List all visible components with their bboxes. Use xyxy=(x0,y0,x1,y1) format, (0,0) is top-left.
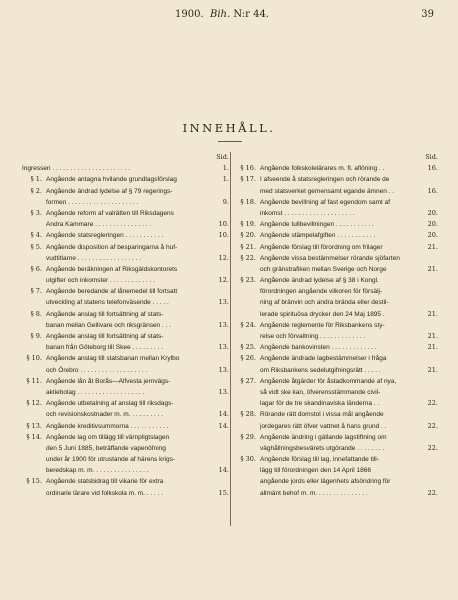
entry-text: utgifter och inkomster . . . . . . . . . . . . . xyxy=(46,277,156,285)
entry-text: inkomst . . . . . . . . . . . . . . . . . . . . xyxy=(260,209,355,217)
section-number: § 1. xyxy=(30,175,42,184)
entry-text: Angående antagna hvilande grundlagsförslag xyxy=(46,176,177,184)
section-number: § 23. xyxy=(240,276,256,285)
toc-entry-line xyxy=(22,454,229,465)
entry-page-number: 21. xyxy=(427,332,438,340)
entry-text: Angående ändring i gällande lagstiftning om xyxy=(260,433,387,441)
toc-entry-line xyxy=(22,465,229,476)
entry-page-number: 16. xyxy=(427,186,438,195)
toc-entry-line xyxy=(236,186,438,197)
toc-entry-line xyxy=(22,264,229,275)
entry-text: utveckling af statens telefonväsende . . . . . xyxy=(46,299,169,307)
entry-text: Angående reform af valrätten till Riksdagens xyxy=(46,209,174,217)
section-number: § 20. xyxy=(240,231,256,240)
toc-entry-line xyxy=(22,320,229,331)
entry-page-number: 14. xyxy=(218,466,229,475)
entry-text: Angående statsbidrag till vikarie för extra xyxy=(46,478,164,486)
entry-text: Angående disposition af besparingarna å huf- xyxy=(46,243,178,251)
toc-entry-line xyxy=(236,230,438,241)
entry-text: Angående åtgärder för åstadkommande af nya, xyxy=(260,377,397,385)
toc-entry-line xyxy=(236,476,438,487)
toc-entry-line xyxy=(22,443,229,454)
entry-page-number: 13. xyxy=(218,387,229,396)
toc-entry-line xyxy=(22,432,229,443)
toc-entry-line xyxy=(236,376,438,387)
entry-text: formen . . . . . . . . . . . . . . . . . . . . xyxy=(46,198,139,206)
entry-text: angående jords eller lägenhets afsöndring för xyxy=(260,478,391,486)
header-series: Bih. xyxy=(210,9,231,20)
entry-page-number: 22. xyxy=(427,421,438,430)
toc-left-column xyxy=(22,152,229,499)
entry-text: Angående statsregleringen . . . . . . . . . . . xyxy=(46,232,164,240)
entry-text: Angående kreditivsummorna . . . . . . . . . . . xyxy=(46,422,169,430)
toc-entry-line xyxy=(236,443,438,454)
entry-text: Ingressen . . . . . . . . . . . . . . . . . . . . . . xyxy=(22,165,131,173)
entry-page-number: 22. xyxy=(427,443,438,452)
entry-text: Angående tullbevillningen . . . . . . . . . . . xyxy=(260,221,374,229)
section-number: § 24. xyxy=(240,320,256,329)
entry-page-number: 13. xyxy=(218,298,229,307)
toc-entry-line xyxy=(22,230,229,241)
title-rule xyxy=(218,141,242,142)
entry-page-number: 21. xyxy=(427,365,438,374)
entry-text: beredskap m. m. . . . . . . . . . . . . . . . xyxy=(46,467,149,475)
section-number: § 25. xyxy=(240,343,256,352)
entry-text: Angående ändrad lydelse af § 79 regerings- xyxy=(46,187,173,195)
toc-entry-line xyxy=(236,163,438,174)
entry-page-number: 21. xyxy=(427,309,438,318)
entry-text: Angående anslag till fortsättning af stats- xyxy=(46,310,164,318)
entry-text: ning af bränvin och andra brända eller destil- xyxy=(260,299,389,307)
toc-entry-line xyxy=(22,197,229,208)
entry-text: Angående anslag till statsbanan mellan Krylbo xyxy=(46,355,180,363)
toc-entry-line xyxy=(236,309,438,320)
entry-text: Angående ändrad lydelse af § 38 i Kongl. xyxy=(260,277,379,285)
entry-page-number: 21. xyxy=(427,242,438,251)
entry-text: ordinarie lärare vid folkskola m. m. . . . . . xyxy=(46,489,164,497)
toc-entry-line xyxy=(22,387,229,398)
entry-page-number: 12. xyxy=(218,276,229,285)
running-header xyxy=(0,9,458,23)
entry-page-number: 12. xyxy=(218,253,229,262)
entry-text: väghållningsbesvärets utgörande . . . . . . . . xyxy=(260,444,385,452)
entry-page-number: 1. xyxy=(222,175,229,184)
entry-text: Angående stämpelafgiften . . . . . . . . . . . xyxy=(260,232,376,240)
section-number: § 9. xyxy=(30,332,42,340)
entry-text: Rörande rätt domstol i vissa mål angående xyxy=(260,411,384,419)
entry-text: Angående förslag till förordning om frilager xyxy=(260,243,383,251)
entry-text: Andra Kammare . . . . . . . . . . . . . . . . xyxy=(46,221,152,229)
section-number: § 14. xyxy=(26,432,42,441)
entry-text: banan mellan Gellivare och riksgränsen . . . xyxy=(46,321,172,329)
section-number: § 28. xyxy=(240,410,256,419)
toc-entry-line xyxy=(236,409,438,420)
header-citation xyxy=(175,9,269,20)
toc-entry-line xyxy=(236,219,438,230)
toc-entry-line xyxy=(236,454,438,465)
section-number: § 2. xyxy=(30,186,42,195)
section-number: § 12. xyxy=(26,399,42,408)
toc-entry-line xyxy=(22,476,229,487)
entry-text: Angående lån åt Borås—Alfvesta jernvägs- xyxy=(46,377,171,385)
entry-page-number: 20. xyxy=(427,220,438,229)
entry-text: jordegares rätt öfver vattnet å hans grund . . xyxy=(260,422,387,430)
toc-entry-line xyxy=(22,163,229,174)
toc-entry-line xyxy=(236,421,438,432)
toc-entry-line xyxy=(22,342,229,353)
section-number: § 4. xyxy=(30,231,42,240)
section-number: § 30. xyxy=(240,455,256,464)
entry-text: aktiebolag . . . . . . . . . . . . . . . . . . . xyxy=(46,388,145,396)
entry-text: banan från Göteborg till Skee . . . . . . . . . xyxy=(46,344,164,352)
entry-page-number: 22. xyxy=(427,488,438,497)
toc-entry-line xyxy=(236,174,438,185)
section-number: § 19. xyxy=(240,220,256,229)
entry-text: och gränstrafiken mellan Sverige och Norge xyxy=(260,265,387,273)
toc-entry-line xyxy=(236,398,438,409)
entry-page-number: 10. xyxy=(218,220,229,229)
toc-entry-line xyxy=(22,488,229,499)
section-number: § 13. xyxy=(26,421,42,430)
section-number: § 3. xyxy=(30,208,42,217)
section-number: § 6. xyxy=(30,264,42,273)
toc-entry-line xyxy=(236,387,438,398)
header-number: N:r 44. xyxy=(233,9,269,20)
section-number: § 7. xyxy=(30,287,42,296)
section-number: § 10. xyxy=(26,354,42,363)
toc-entry-line xyxy=(236,242,438,253)
entry-text: så vidt ske kan, öfverensstämmande civil- xyxy=(260,388,381,396)
sid-label-right: Sid. xyxy=(425,153,438,161)
entry-page-number: 14. xyxy=(218,421,229,430)
entry-text: Angående förslag till lag, innefattande till- xyxy=(260,456,379,464)
section-number: § 22. xyxy=(240,253,256,262)
entry-page-number: 9. xyxy=(222,197,229,206)
toc-entry-line xyxy=(22,398,229,409)
toc-entry-line xyxy=(22,309,229,320)
entry-page-number: 16. xyxy=(427,164,438,173)
entry-text: lerade spirituösa drycker den 24 Maj 1895 . xyxy=(260,310,385,318)
section-number: § 16. xyxy=(240,164,256,173)
entry-page-number: 13. xyxy=(218,343,229,352)
toc-entry-line xyxy=(236,365,438,376)
entry-page-number: 10. xyxy=(218,231,229,240)
toc-entry-line xyxy=(236,320,438,331)
entry-page-number: 21. xyxy=(427,264,438,273)
entry-text: lägg till förordningen den 14 April 1866 xyxy=(260,467,371,475)
section-number: § 27. xyxy=(240,376,256,385)
entry-page-number: 22. xyxy=(427,399,438,408)
entry-text: Angående lag om tillägg till värnpligtslagen xyxy=(46,433,170,441)
toc-entry-line xyxy=(22,353,229,364)
toc-entry-line xyxy=(22,365,229,376)
toc-entry-line xyxy=(236,197,438,208)
toc-entry-line xyxy=(236,342,438,353)
section-number: § 21. xyxy=(240,242,256,251)
toc-entry-line xyxy=(236,275,438,286)
toc-entry-line xyxy=(236,331,438,342)
entry-text: Angående bankovinsten . . . . . . . . . . . . . xyxy=(260,344,377,352)
entry-text: Angående bevillning af fast egendom samt af xyxy=(260,198,391,206)
section-number: § 11. xyxy=(26,376,42,385)
entry-text: Angående folkskolelärares m. fl. aflöning . . xyxy=(260,165,385,173)
toc-entry-line xyxy=(22,376,229,387)
toc-entry-line xyxy=(22,219,229,230)
toc-entry-line xyxy=(236,488,438,499)
section-number: § 18. xyxy=(240,197,256,206)
toc-entry-line xyxy=(22,409,229,420)
toc-entry-line xyxy=(236,465,438,476)
entry-text: förordningen angående vilkoren för försälj- xyxy=(260,288,383,296)
section-number: § 15. xyxy=(26,477,42,486)
entry-page-number: 13. xyxy=(218,365,229,374)
section-number: § 5. xyxy=(30,242,42,251)
entry-text: Angående utbetalning af anslag till riksdags- xyxy=(46,400,174,408)
toc-entry-line xyxy=(22,242,229,253)
toc-entry-line xyxy=(22,286,229,297)
entry-text: under år 1900 för utrustande af härens krigs- xyxy=(46,456,175,464)
toc-entry-line xyxy=(236,286,438,297)
toc-entry-line xyxy=(22,331,229,342)
toc-entry-line xyxy=(22,421,229,432)
toc-entry-line xyxy=(22,208,229,219)
section-number: § 26. xyxy=(240,354,256,363)
entry-text: om Riksbankens sedelutgifningsrätt . . . . . xyxy=(260,366,381,374)
toc-entry-line xyxy=(22,297,229,308)
toc-entry-line xyxy=(22,186,229,197)
toc-entry-line xyxy=(22,253,229,264)
page-title: INNEHÅLL. xyxy=(182,121,276,135)
entry-page-number: 21. xyxy=(427,343,438,352)
entry-page-number: 20. xyxy=(427,208,438,217)
column-divider xyxy=(230,152,231,526)
entry-page-number: 14. xyxy=(218,410,229,419)
entry-text: Angående beräkningen af Riksgäldskontorets xyxy=(46,265,178,273)
toc-entry-line xyxy=(236,253,438,264)
entry-page-number: 20. xyxy=(427,231,438,240)
header-year: 1900. xyxy=(175,9,204,20)
section-number: § 17. xyxy=(240,175,256,184)
entry-text: Angående beredande af lånemedel till fortsatt xyxy=(46,288,178,296)
sid-label-left: Sid. xyxy=(216,153,229,161)
toc-entry-line xyxy=(236,208,438,219)
section-number: § 29. xyxy=(240,432,256,441)
entry-text: Angående anslag till fortsättning af stats- xyxy=(46,333,164,340)
entry-text: den 5 Juni 1885, beträffande vapenöfning xyxy=(46,444,166,452)
entry-text: Angående vissa bestämmelser rörande sjöfarten xyxy=(260,254,400,262)
toc-entry-line xyxy=(236,353,438,364)
toc-entry-line xyxy=(22,174,229,185)
entry-text: relse och förvaltning . . . . . . . . . . . . . xyxy=(260,333,366,340)
entry-text: Angående ändrade lagbestämmelser i fråga xyxy=(260,355,387,363)
entry-text: med statsverket gemensamt egande ämnen . . xyxy=(260,187,395,195)
toc-entry-line xyxy=(236,432,438,443)
toc-entry-line xyxy=(22,275,229,286)
entry-text: Angående reglemente för Riksbankens sty- xyxy=(260,321,385,329)
entry-page-number: 15. xyxy=(218,488,229,497)
entry-text: och Örebro . . . . . . . . . . . . . . . . . . . xyxy=(46,366,148,374)
entry-text: I afseende å statsregleringen och rörande de xyxy=(260,176,390,184)
entry-text: allmänt behof m. m. . . . . . . . . . . . . . . xyxy=(260,489,368,497)
entry-text: vudtitlarne . . . . . . . . . . . . . . . . . . xyxy=(46,254,142,262)
entry-page-number: 13. xyxy=(218,320,229,329)
entry-text: och revisionskostnader m. m. . . . . . . . . . xyxy=(46,411,164,419)
section-number: § 8. xyxy=(30,309,42,318)
page-number: 39 xyxy=(421,9,434,20)
entry-page-number: 1. xyxy=(222,164,229,173)
toc-entry-line xyxy=(236,264,438,275)
entry-text: lagar för de tre skandinaviska länderna . . xyxy=(260,400,380,408)
toc-right-column xyxy=(236,152,438,499)
toc-entry-line xyxy=(236,297,438,308)
